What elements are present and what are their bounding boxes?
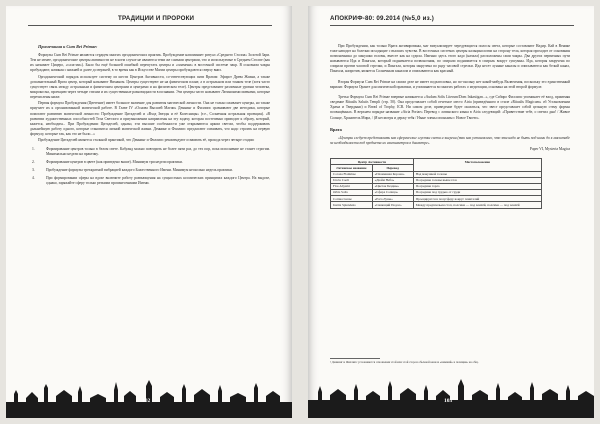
right-paragraph: Третья Формула Cum Rei Primae впервые начинается «Audam Solis Literum/Dom Inkastigan...», где Сабиро Филлипс упоминает её вход, применяя сведение Ritualis Salutis Templi (стр. 50). Она представляет собой отчетное место Atria (приведённого в стиле «Ritualis Magicum» об Установлении Храма и Твердыни) и Bread of Trophy, ICR. Ни самом деле, приведение будет оказаться, что эвест представляет собой цельную стену формы посвящённых. В верхнем порядке название «Atria Portae» Перевод с латинского языка в Atria следующий: «Приветствие тебе, о светил дня! / Живое Солнце, Хранитель Мира, / (Я несмотря и держу тебя / Ныне члены опонымы с Новое Твоею». bbox=[330, 95, 570, 120]
stages-list bbox=[30, 147, 270, 186]
running-header-right: АПОКРИФ-80: 09.2014 (№5,0 из.) bbox=[330, 15, 435, 22]
right-paragraph: При Пробуждении, как только Врата активированы, маг визуализирует чередующиеся полосы света, которые составляют Надир. Кай в Венике тоже наводит на болезни исходящие с высших чувства. В восточных системах центры кальцинологии на сторону тела, которая проходит от основания позвоночника до макушки головы, вместе как на судиха. Именно здесь этого кадо (начала) расположены сами чакры. Два других первичных пути называются Ида и Пингала, который поднимается позвоночник, по спирали поднимается в спираль вокруг сушумны. Ида, которая закручена по спирали против часовой стрелки, и Пингала, которая закручена по ряду часовой стрелки. Ида несет лунные каналы и описываются как белый канал, Пингала, напротив, является Солнечным каналом и описываются как красный. bbox=[330, 44, 570, 74]
table-header-translation: Перевод bbox=[372, 165, 413, 171]
left-body bbox=[30, 44, 270, 189]
right-body bbox=[330, 44, 570, 209]
table-row: Uncia Coeli «Дюйм Неба» Посредине головы выше глаз bbox=[331, 177, 542, 183]
running-header-left: ТРАДИЦИИ И ПРОРОКИ bbox=[118, 15, 195, 22]
left-paragraph: Первая формула Пробуждения (Цветение) имеет большое значение для развития магической личности. Она не только оживляет центры, но также приучает их к организованной магической работе. В Главе IV «Основа Высшей Магии» Деннинг и Филлипс сравнивают две методики, которые помогают развитию магической личности: Пробуждение Цитаделей и «Вход Звезды и её Колесницы» (т.е., Солнечная астральная проекция). «В развитии художественных способностей Тела Светлого и приумножении направлены на эту задачу, которая постепенно приводит к образу, который, кажется, необходим... При Пробуждении Цитаделей, однако, эти высшие особенности уже открываются ярким светом, чтобы поддерживать дальнейшую работу одного, которые становятся личной магической жизни. Деннинг и Филлипс предлагают осваивать, что надо строить на первую формулу, которые так, как это не было...» bbox=[30, 101, 270, 136]
notes-subheading: Примечания к Cum Rei Primae: bbox=[38, 44, 98, 49]
page-number-right: 103 bbox=[444, 398, 453, 404]
table-row: Flos Abysmi «Цветок Бездны» Посредине горла bbox=[331, 183, 542, 189]
city-skyline-decoration bbox=[6, 376, 292, 418]
table-row: Corona Flammae «Пламенная Корона» Над макушкой головы bbox=[331, 171, 542, 177]
table-header-latin: Латинское название bbox=[331, 165, 373, 171]
page-number-left: 102 bbox=[142, 398, 151, 404]
table-group-header: Центр Активности bbox=[331, 159, 414, 165]
table-row: Instita Splendens «Сияющий Подол» Между предплечьем стоп, полсима — под землёй, полсима — под землёй bbox=[331, 202, 542, 208]
right-page bbox=[308, 6, 594, 418]
header-rule-right bbox=[330, 25, 574, 26]
left-paragraph: Оргадонический порядок использует систему из шести Центров Активности, со-ответствующих пяти Вратам: Эфирот Древа Жизни, а также дополнительный Врата центр, который называют Ниманом. Центры существуют не на физическом плане, а в астральном или тонком теле (хотя часто существует связь между астральным и физическим центрами и центрами и на физическом теле). Центры представляют различные уровни человека, микрокосма, проекцию через четыре стихии и их существенные разновидности в познании. Эти центры часто называют Латинскими именами, которые перечислены ниже. bbox=[30, 74, 270, 100]
centers-table bbox=[330, 158, 542, 209]
table-row: Cornua Lunae «Рога Луны» Проецируется в полусферу вокруг гениталий bbox=[331, 196, 542, 202]
list-item: 3. Пробуждение формулы трехкратной вибрацией каждого Божественного Имени. Минимум несколько недель практики. bbox=[32, 168, 233, 173]
quote-source: Paper VI, Mysteria Magica bbox=[529, 147, 570, 152]
epigraph-quote: «Центры следует представлять как сферические сгустки света и энергии (так как установлено, что эти надо не быть под ними до в масштабе за необходимости под предмета их сантиметров в диаметре». bbox=[330, 135, 570, 145]
header-rule-left bbox=[28, 25, 272, 26]
table-row: Orbis Solis «Сфера Солнца» Посредине под грудью от груди bbox=[331, 190, 542, 196]
list-item: 2. Формирование центров в цвете (как приведено выше). Минимум три недели практики. bbox=[32, 160, 183, 165]
left-paragraph: Пробуждение Цитаделей является стальной практикой, что Деннинг и Филлипс рекомендуют осваивать её, прохода через четыре стадии: bbox=[38, 138, 255, 143]
list-item: 1. Формирование центров только в белом свете. Кабуанд можно повторить не более пяти раз, до тех пор, пока исполнение не станет строгим. Минимально недели на практику. bbox=[32, 147, 270, 157]
section-heading-vrata: Врата bbox=[330, 126, 342, 132]
footnote-rule bbox=[330, 358, 380, 359]
list-item: 4. При формировании сферы на вдохе включите работу развьющения на сущностных космических принципах каждого Центра. На выдохе, однако, заряжайте сферу только резкими произнесениями Имени. bbox=[32, 176, 270, 186]
right-paragraph: Вторая Формула Cum Rei Primae на самом деле не имеет подзаголовка, но по-скольку нет какой-нибудь Включения, поскольку это единственный вариант. Формула Оранте для магической практики, и упоминается во многих работах о медитации, основана на этой второй формуле. bbox=[330, 79, 570, 89]
footnote: ¹ Деннинг и Филлипс усложняются отношения этой или этой сторон обычной канала «нижний» в позиции» на общ. bbox=[330, 360, 479, 364]
left-paragraph: Формулы Cum Rei Primae являются сердцем многих оргадонических практик. Пробуждение напоминает ритуал «Среднего Столпа» Золотой Зари. Тем не менее, оргадонические центры активности не в коем случае не являются теми же самыми центрами, что и используемые в Среднем Столпе (как их называет Цицеро, «сала-ми»). Было бы ещё большей ошибкой перепутать центры и «пламени» в восточной системе чакр. В основном чакры пробуждают, начиная с нижней и далее до верхней, в то время как в Искусстве Магии центры пробуждаются сверху вниз. bbox=[30, 53, 270, 73]
city-skyline-decoration bbox=[308, 376, 594, 418]
left-page bbox=[6, 6, 292, 418]
table-header-row bbox=[331, 159, 542, 165]
table-header-location: Местоположение bbox=[413, 159, 541, 171]
